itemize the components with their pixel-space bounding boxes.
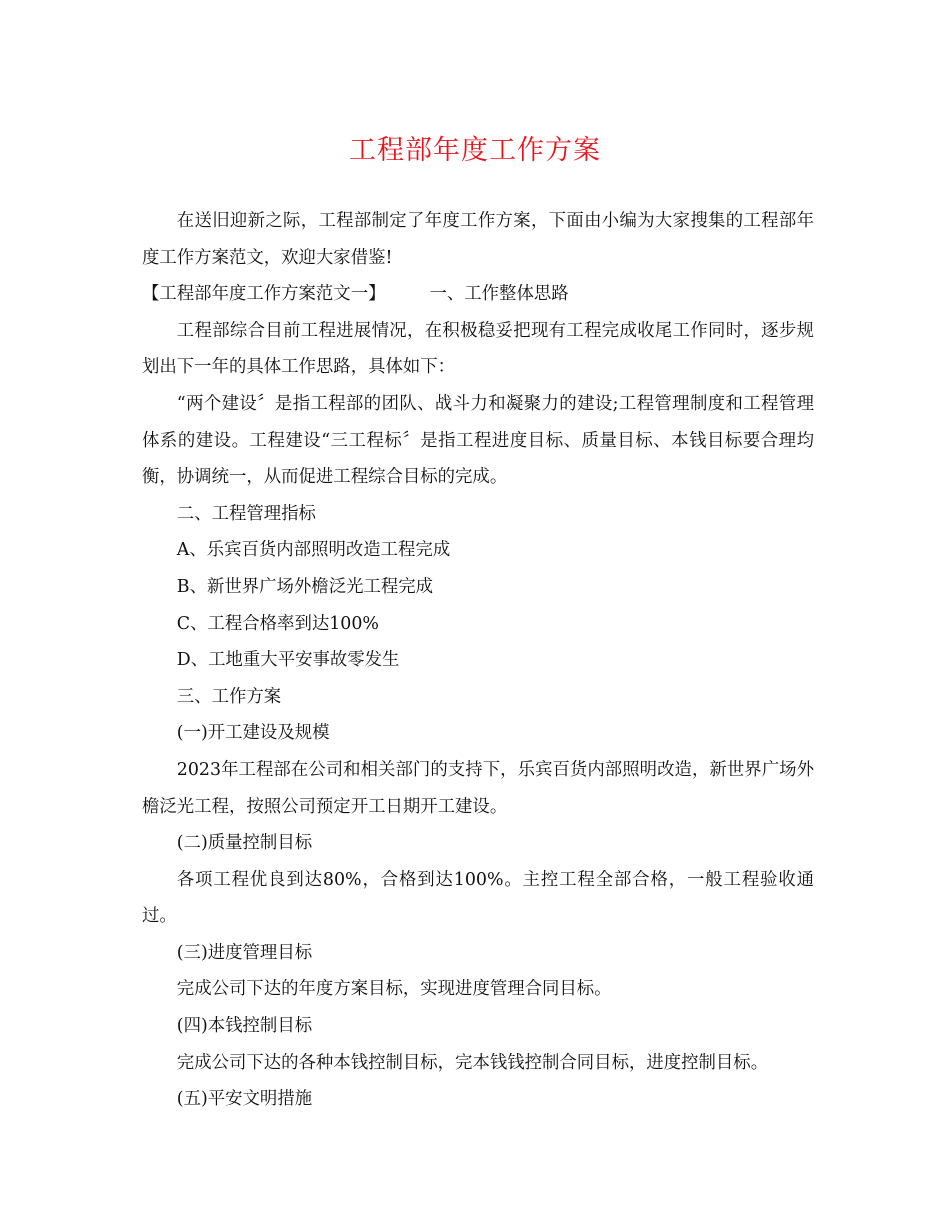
intro-paragraph: 在送旧迎新之际，工程部制定了年度工作方案，下面由小编为大家搜集的工程部年度工作方案范文，欢迎大家借鉴! bbox=[142, 211, 814, 268]
subsection-heading: (一)开工建设及规模 bbox=[176, 723, 330, 744]
body-paragraph: “两个建设〞是指工程部的团队、战斗力和凝聚力的建设;工程管理制度和工程管理体系的建设。工程建设“三工程标〞是指工程进度目标、质量目标、本钱目标要合理均衡，协调统一，从而促进工程综合目标的完成。 bbox=[142, 393, 814, 488]
subsection-heading: (二)质量控制目标 bbox=[176, 833, 313, 854]
sample-heading: 【工程部年度工作方案范文一】 bbox=[142, 284, 386, 305]
body-paragraph: 工程部综合目前工程进展情况，在积极稳妥把现有工程完成收尾工作同时，逐步规划出下一年的具体工作思路，具体如下： bbox=[142, 320, 814, 378]
subsection-heading: (三)进度管理目标 bbox=[176, 942, 313, 963]
section-heading: 二、工程管理指标 bbox=[176, 503, 316, 524]
list-item: D、工地重大平安事故零发生 bbox=[176, 650, 400, 671]
document-title: 工程部年度工作方案 bbox=[349, 135, 601, 166]
body-paragraph: 2023年工程部在公司和相关部门的支持下，乐宾百货内部照明改造，新世界广场外檐泛光工程，按照公司预定开工日期开工建设。 bbox=[142, 759, 814, 817]
subsection-heading: (五)平安文明措施 bbox=[176, 1089, 313, 1110]
body-paragraph: 完成公司下达的年度方案目标，实现进度管理合同目标。 bbox=[176, 979, 612, 1000]
subsection-heading: (四)本钱控制目标 bbox=[176, 1016, 313, 1037]
section-heading: 三、工作方案 bbox=[176, 686, 282, 707]
list-item: A、乐宾百货内部照明改造工程完成 bbox=[176, 540, 451, 561]
body-paragraph: 完成公司下达的各种本钱控制目标，完本钱钱控制合同目标，进度控制目标。 bbox=[176, 1052, 769, 1073]
list-item: C、工程合格率到达100% bbox=[176, 613, 379, 634]
document-body bbox=[142, 203, 814, 1118]
section-heading-line bbox=[142, 276, 814, 313]
list-item: B、新世界广场外檐泛光工程完成 bbox=[176, 576, 434, 597]
section-heading: 一、工作整体思路 bbox=[429, 284, 569, 305]
body-paragraph: 各项工程优良到达80%，合格到达100%。主控工程全部合格，一般工程验收通过。 bbox=[142, 869, 814, 927]
